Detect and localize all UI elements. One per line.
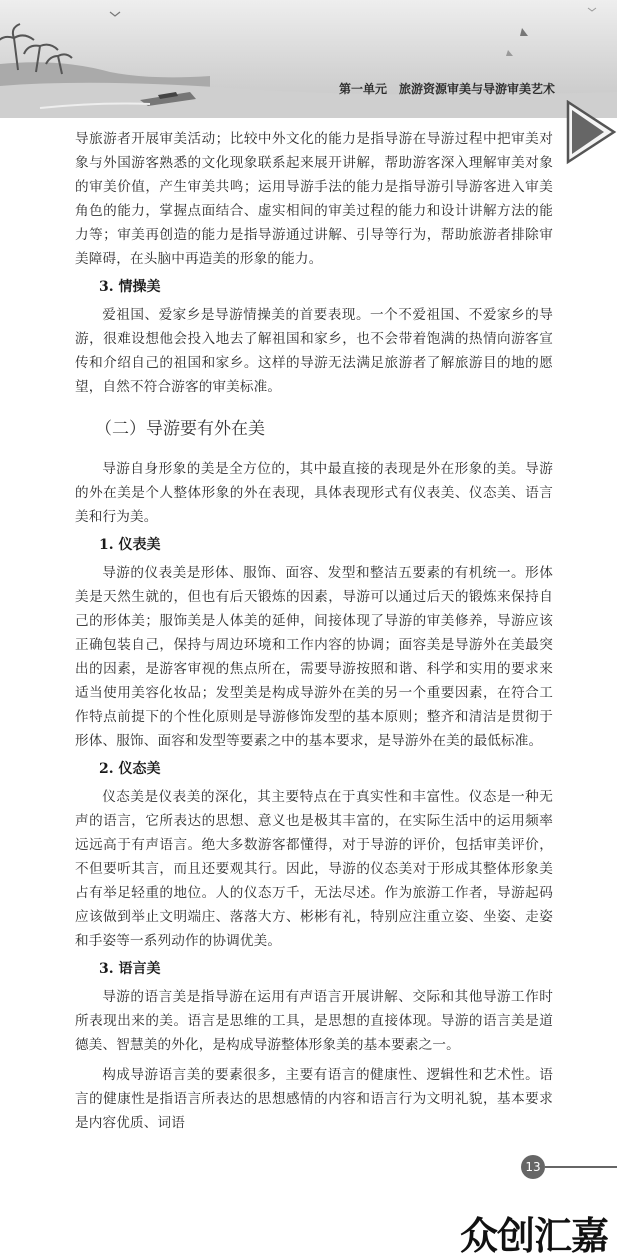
paragraph-yibiao: 导游的仪表美是形体、服饰、面容、发型和整洁五要素的有机统一。形体美是天然生就的，但也有后天锻炼的因素，导游可以通过后天的锻炼来保持自己的形体美；服饰美是人体美的延伸，间接体现了导游的审美修养，导游应该正确包装自己，保持与周边环境和工作内容的协调；面容美是导游外在美最突出的因素，是游客审视的焦点所在，需要导游按照和谐、科学和实用的要求来适当使用美容化妆品；发型美是构成导游外在美的另一个重要因素，在符合工作特点前提下的个性化原则是导游修饰发型的基本原则；整齐和清洁是贯彻于形体、服饰、面容和发型等要素之中的基本要求，是导游外在美的最低标准。 [75,565,553,749]
unit-title: 第一单元 旅游资源审美与导游审美艺术 [338,82,555,96]
paragraph-yuyan-2: 构成导游语言美的要素很多，主要有语言的健康性、逻辑性和艺术性。语言的健康性是指语言所表达的思想感情的内容和语言行为文明礼貌，基本要求是内容优质、词语 [75,1067,553,1131]
triangle-arrow-icon [566,100,617,166]
page-body [75,127,553,1135]
coastal-scene-illustration [0,0,617,118]
page-number-rule [545,1166,617,1168]
paragraph-intro: 导旅游者开展审美活动；比较中外文化的能力是指导游在导游过程中把审美对象与外国游客熟悉的文化现象联系起来展开讲解，帮助游客深入理解审美对象的审美价值，产生审美共鸣；运用导游手法的能力是指导游引导游客进入审美角色的能力，掌握点面结合、虚实相间的审美过程的能力和设计讲解方法的能力等；审美再创造的能力是指导游通过讲解、引导等行为，帮助旅游者排除审美障碍，在头脑中再造美的形象的能力。 [75,131,553,267]
paragraph-yuyan-1: 导游的语言美是指导游在运用有声语言开展讲解、交际和其他导游工作时所表现出来的美。语言是思维的工具，是思想的直接体现。导游的语言美是道德美、智慧美的外化，是构成导游整体形象美的基本要素之一。 [75,989,553,1053]
paragraph-waizai: 导游自身形象的美是全方位的，其中最直接的表现是外在形象的美。导游的外在美是个人整体形象的外在表现，具体表现形式有仪表美、仪态美、语言美和行为美。 [75,461,553,525]
subheading-yibiao: 1. 仪表美 [99,537,161,553]
subheading-qingcao: 3. 情操美 [99,279,161,295]
subheading-yitai: 2. 仪态美 [99,761,161,777]
page-number: 13 [521,1155,545,1179]
subheading-yuyan: 3. 语言美 [99,961,161,977]
watermark-logo: 众创汇嘉 [460,1214,609,1258]
paragraph-yitai: 仪态美是仪表美的深化，其主要特点在于真实性和丰富性。仪态是一种无声的语言，它所表达的思想、意义也是极其丰富的，在实际生活中的运用频率远远高于有声语言。绝大多数游客都懂得，对于导游的评价，包括审美评价，不但要听其言，而且还要观其行。因此，导游的仪态美对于形成其整体形象美占有举足轻重的地位。人的仪态万千，无法尽述。作为旅游工作者，导游起码应该做到举止文明端庄、落落大方、彬彬有礼，特别应注重立姿、坐姿、走姿和手姿等一系列动作的协调优美。 [75,789,553,949]
page-header-banner [0,0,617,118]
paragraph-qingcao: 爱祖国、爱家乡是导游情操美的首要表现。一个不爱祖国、不爱家乡的导游，很难设想他会投入地去了解祖国和家乡，也不会带着饱满的热情向游客宣传和介绍自己的祖国和家乡。这样的导游无法满足旅游者了解旅游目的地的愿望，自然不符合游客的审美标准。 [75,307,553,395]
section-title: （二）导游要有外在美 [95,419,265,439]
